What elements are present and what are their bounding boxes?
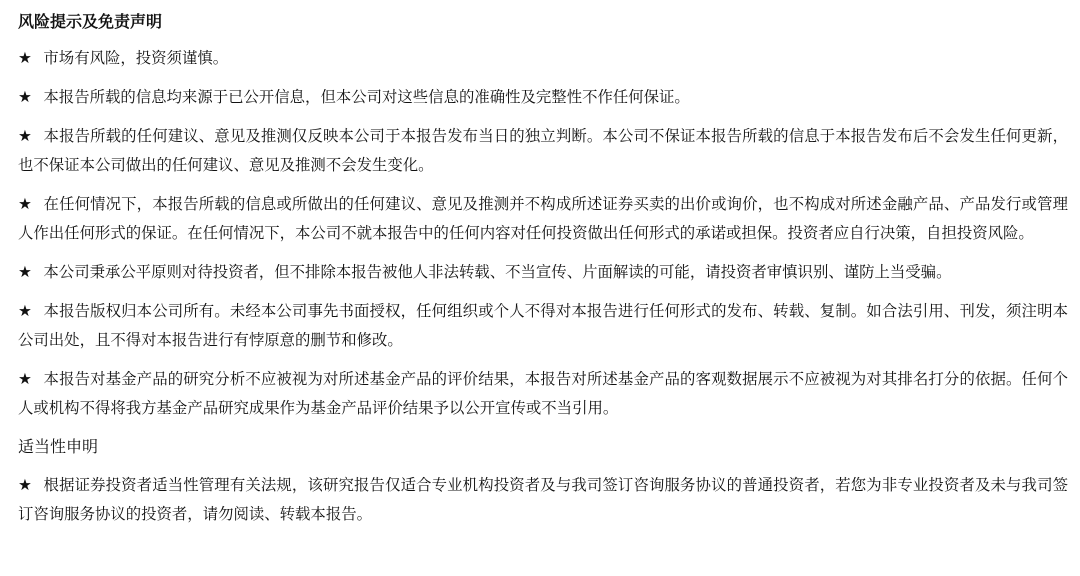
list-item [18,122,1068,180]
star-icon: ★ [18,370,32,388]
item-text: 市场有风险，投资须谨慎。 [43,49,229,67]
page-title: 风险提示及免责声明 [18,12,163,31]
list-item [18,190,1068,248]
list-item [18,44,1068,73]
list-item [18,83,1068,112]
item-text: 本报告对基金产品的研究分析不应被视为对所述基金产品的评价结果，本报告对所述基金产品的客观数据展示不应被视为对其排名打分的依据。任何个人或机构不得将我方基金产品研究成果作为基金产品评价结果予以公开宣传或不当引用。 [18,370,1068,417]
star-icon: ★ [18,127,32,145]
list-item [18,365,1068,423]
list-item [18,471,1068,529]
list-item [18,258,1068,287]
star-icon: ★ [18,88,32,106]
list-item [18,297,1068,355]
item-text: 本公司秉承公平原则对待投资者，但不排除本报告被他人非法转载、不当宣传、片面解读的可能，请投资者审慎识别、谨防上当受骗。 [43,263,952,281]
item-text: 本报告版权归本公司所有。未经本公司事先书面授权，任何组织或个人不得对本报告进行任何形式的发布、转载、复制。如合法引用、刊发，须注明本公司出处，且不得对本报告进行有悖原意的删节和修改。 [18,302,1068,349]
star-icon: ★ [18,263,32,281]
item-text: 根据证券投资者适当性管理有关法规，该研究报告仅适合专业机构投资者及与我司签订咨询服务协议的普通投资者，若您为非专业投资者及未与我司签订咨询服务协议的投资者，请勿阅读、转载本报告。 [18,476,1068,523]
star-icon: ★ [18,302,32,320]
item-text: 在任何情况下，本报告所载的信息或所做出的任何建议、意见及推测并不构成所述证券买卖的出价或询价，也不构成对所述金融产品、产品发行或管理人作出任何形式的保证。在任何情况下，本公司不就本报告中的任何内容对任何投资做出任何形式的承诺或担保。投资者应自行决策，自担投资风险。 [18,195,1068,242]
star-icon: ★ [18,476,32,494]
star-icon: ★ [18,195,32,213]
section-title: 适当性申明 [18,437,99,456]
item-text: 本报告所载的任何建议、意见及推测仅反映本公司于本报告发布当日的独立判断。本公司不保证本报告所载的信息于本报告发布后不会发生任何更新，也不保证本公司做出的任何建议、意见及推测不会发生变化。 [18,127,1068,174]
item-text: 本报告所载的信息均来源于已公开信息，但本公司对这些信息的准确性及完整性不作任何保证。 [43,88,690,106]
star-icon: ★ [18,49,32,67]
